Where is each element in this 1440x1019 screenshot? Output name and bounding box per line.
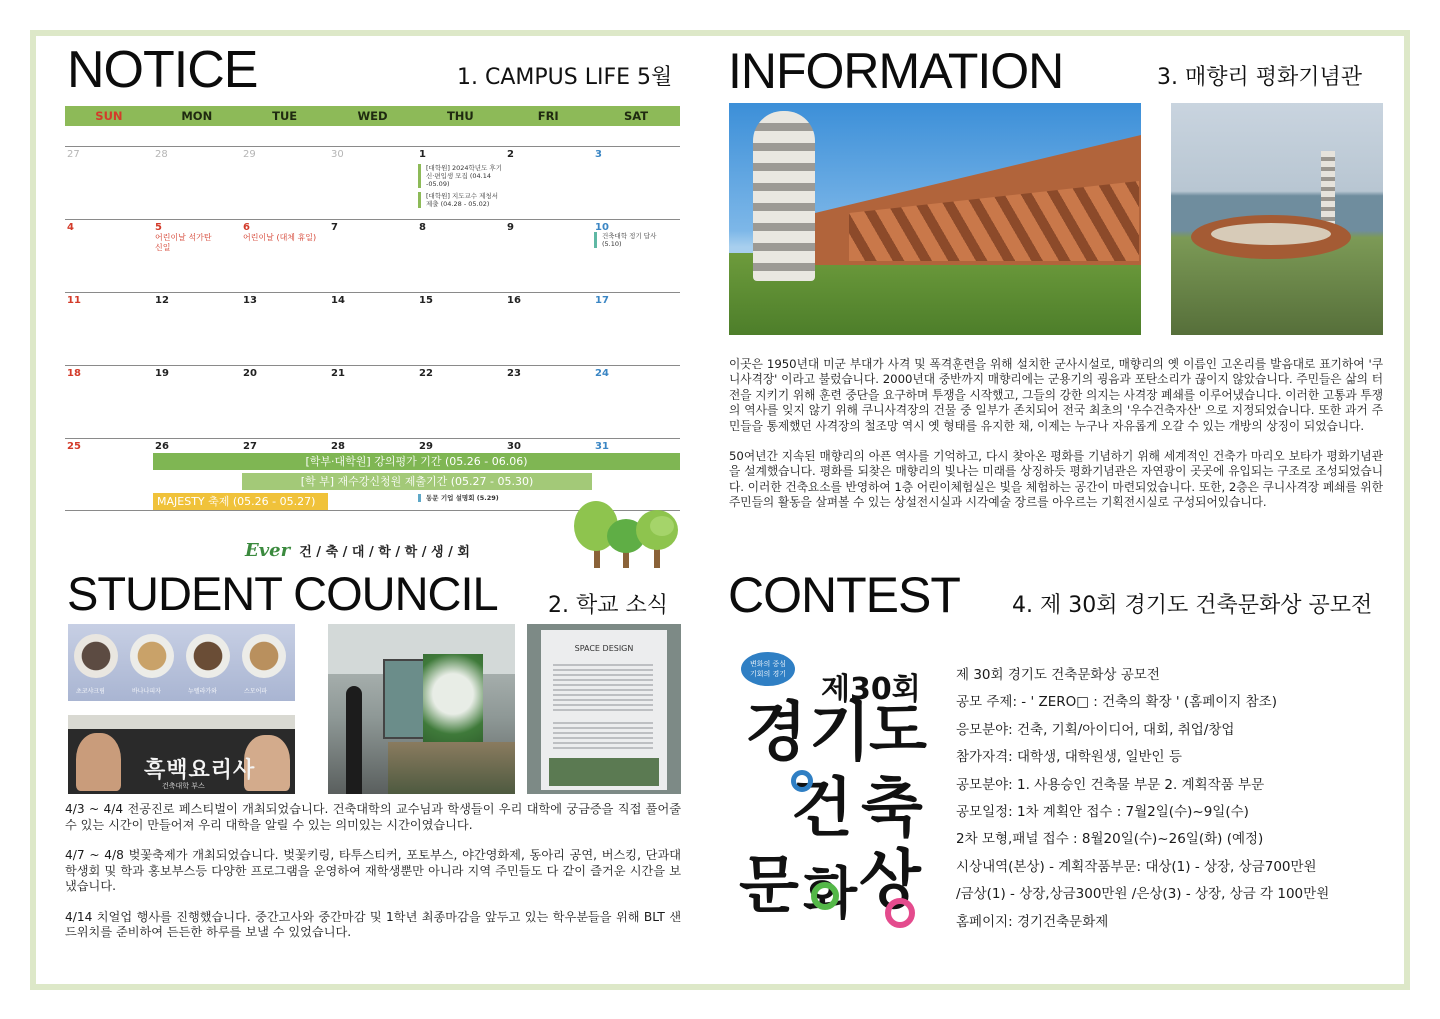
council-logo-script: Ever [245, 540, 291, 561]
contest-detail-line: 홈페이지: 경기건축문화제 [956, 913, 1109, 930]
trees-illustration [566, 500, 681, 572]
calendar-day: 14 [331, 295, 345, 306]
space-design-poster-photo [527, 624, 681, 794]
information-paragraph: 이곳은 1950년대 미군 부대가 사격 및 폭격훈련을 위해 설치한 군사시설로, 매향리의 옛 이름인 고온리를 발음대로 표기하여 '쿠니사격장' 이라고 불렀습니다. 2000년대 중반까지 매향리에는 군용기의 굉음과 포탄소리가 끊이지 않았습니다. 주민들은 삶의 터전을 지키기 위해 훈련 중단을 요구하며 투쟁을 시작했고, 그들의 강한 의지는 사격장 폐쇄를 이루어냈습니다. 이러한 고통과 투쟁의 역사를 잊지 않기 위해 쿠니사격장의 건물 중 일부가 존치되어 전국 최초의 '우수건축자산' 으로 지정되었습니다. 또한 과거 주민들을 통제했던 사격장의 철조망 역시 옛 형태를 유지한 채, 이제는 누구나 자유롭게 오갈 수 있는 개방의 상징이 되었습니다. [729, 357, 1383, 433]
calendar-weekday-header [65, 106, 680, 126]
poster-text-block [553, 664, 653, 714]
dessert-label: 바나나피자 [132, 688, 161, 695]
contest-detail-line: 공모일정: 1차 계획안 접수 : 7월2일(수)~9일(수) [956, 804, 1249, 821]
logo-char: 건 [791, 772, 853, 846]
calendar-day: 30 [507, 441, 521, 452]
dessert-plate [186, 634, 230, 678]
poster-group-photo [549, 758, 659, 786]
calendar-day: 10 [595, 222, 609, 233]
calendar-day: 17 [595, 295, 609, 306]
flower-arrangement [423, 654, 483, 754]
calendar-day: 15 [419, 295, 433, 306]
logo-char: 화 [803, 862, 858, 927]
contest-subtitle: 4. 제 30회 경기도 건축문화상 공모전 [1012, 593, 1373, 618]
calendar-day: 29 [419, 441, 433, 452]
may-calendar [65, 106, 680, 508]
dessert-plate [74, 634, 118, 678]
logo-char: 경 [745, 696, 807, 770]
information-subtitle: 3. 매향리 평화기념관 [1157, 65, 1362, 90]
calendar-day: 18 [67, 368, 81, 379]
dessert-plate [130, 634, 174, 678]
holiday-label: 어린이날 석가탄신일 [155, 233, 212, 252]
calendar-day: 11 [67, 295, 81, 306]
weekday-label: FRI [537, 109, 559, 123]
logo-char: 문 [739, 848, 799, 921]
banner-subtitle: 건축대학 부스 [162, 782, 205, 790]
calendar-day: 31 [595, 441, 609, 452]
poster-title: SPACE DESIGN [574, 644, 634, 653]
calendar-day: 4 [67, 222, 74, 233]
contest-detail-line: /금상(1) - 상장,상금300만원 /은상(3) - 상장, 상금 각 100만원 [956, 886, 1330, 903]
weekday-label: THU [446, 109, 474, 123]
calendar-week [65, 219, 680, 292]
council-logo-text: 건 / 축 / 대 / 학 / 학 / 생 / 회 [299, 545, 470, 560]
logo-badge [741, 652, 795, 686]
calendar-day: 20 [243, 368, 257, 379]
calendar-day: 2 [507, 149, 514, 160]
weekday-label: TUE [272, 109, 298, 123]
logo-badge-bottom: 기회의 경기 [749, 670, 787, 678]
poster [541, 630, 667, 790]
council-logo [245, 540, 470, 561]
council-paragraph: 4/7 ~ 4/8 벚꽃축제가 개최되었습니다. 벚꽃키링, 타투스티커, 포토부스, 야간영화제, 동아리 공연, 버스킹, 단과대 학생회 및 학과 홍보부스등 다양한 프로그램을 운영하여 재학생뿐만 아니라 지역 주민들도 다 같이 즐거운 시간을 보냈습니다. [65, 848, 681, 893]
dessert-label: 스모어파 [244, 688, 268, 695]
calendar-event-bar: [학부·대학원] 강의평가 기간 (05.26 - 06.06) [153, 453, 680, 470]
calendar-grid [65, 126, 680, 508]
calendar-day: 19 [155, 368, 169, 379]
calendar-day: 16 [507, 295, 521, 306]
calendar-day: 27 [243, 441, 257, 452]
contest-title: CONTEST [728, 567, 960, 623]
calendar-day: 22 [419, 368, 433, 379]
contest-detail-line: 참가자격: 대학생, 대학원생, 일반인 등 [956, 749, 1182, 766]
calendar-day: 3 [595, 149, 602, 160]
banner-title: 흑백요리사 [144, 758, 256, 783]
calendar-day: 6 [243, 222, 250, 233]
council-subtitle: 2. 학교 소식 [548, 593, 668, 618]
memorial-tower-photo [729, 103, 1141, 335]
calendar-event: [대학원] 지도교수 제청서 제출 (04.28 - 05.02) [418, 192, 503, 208]
calendar-day: 24 [595, 368, 609, 379]
calendar-event: 건축대학 정기 답사 (5.10) [594, 232, 674, 248]
calendar-day: 28 [331, 441, 345, 452]
dessert-label: 누텔라가와 [188, 688, 217, 695]
contest-details [956, 662, 1396, 936]
memorial-aerial-photo [1171, 103, 1383, 335]
calendar-event: 동문 기업 설명회 (5.29) [418, 494, 503, 502]
contest-detail-line: 시상내역(본상) - 계획작품부문: 대상(1) - 상장, 상금700만원 [956, 858, 1317, 875]
logo-char: 기 [809, 696, 871, 770]
calendar-day: 27 [67, 149, 80, 160]
banner-wall [68, 715, 295, 729]
courtyard [1211, 223, 1331, 245]
dessert-plate [242, 634, 286, 678]
dessert-label: 초코샤크림 [76, 688, 105, 695]
calendar-day: 28 [155, 149, 168, 160]
notice-subtitle: 1. CAMPUS LIFE 5월 [457, 65, 673, 90]
notice-title: NOTICE [67, 41, 258, 99]
logo-badge-top: 변화의 중심 [749, 660, 787, 668]
contest-detail-line: 2차 모형,패널 접수 : 8월20일(수)~26일(화) (예정) [956, 831, 1264, 848]
spiral-tower [753, 111, 815, 281]
contest-detail-line: 공모분야: 1. 사용승인 건축물 부문 2. 계획작품 부문 [956, 776, 1265, 793]
contest-logo [735, 650, 935, 935]
booth-banner-photo [68, 715, 295, 794]
calendar-week [65, 365, 680, 438]
contest-detail-line: 제 30회 경기도 건축문화상 공모전 [956, 667, 1160, 683]
council-title: STUDENT COUNCIL [67, 567, 498, 620]
booth-table [388, 742, 515, 794]
calendar-day: 7 [331, 222, 338, 233]
spiral-tower [1321, 151, 1335, 231]
contest-detail-line: 공모 주제: - ' ZERO□ : 건축의 확장 ' (홈페이지 참조) [956, 694, 1277, 711]
weekday-label: MON [181, 109, 213, 123]
calendar-day: 26 [155, 441, 169, 452]
calendar-day: 29 [243, 149, 256, 160]
calendar-day: 12 [155, 295, 169, 306]
dessert-photo [68, 624, 295, 701]
logo-dot-green [811, 882, 839, 910]
calendar-event-bar: [학 부] 재수강신청원 제출기간 (05.27 - 05.30) [242, 473, 592, 490]
calendar-week [65, 146, 680, 219]
calendar-day: 25 [67, 441, 81, 452]
calendar-day: 30 [331, 149, 344, 160]
calendar-day: 1 [419, 149, 426, 160]
tree-highlight [650, 516, 674, 536]
logo-dot-pink [885, 898, 915, 928]
calendar-day: 13 [243, 295, 257, 306]
council-news-text [65, 802, 681, 956]
information-text [729, 357, 1383, 526]
weekday-label: SUN [95, 109, 123, 123]
contest-detail-line: 응모분야: 건축, 기획/아이디어, 대회, 취업/창업 [956, 721, 1235, 738]
calendar-day: 23 [507, 368, 521, 379]
calendar-day: 9 [507, 222, 514, 233]
visitor-figure [346, 686, 362, 794]
logo-char: 상 [859, 844, 921, 918]
council-paragraph: 4/3 ~ 4/4 전공진로 페스티벌이 개최되었습니다. 건축대학의 교수님과 학생들이 우리 대학에 궁금증을 직접 풀어줄 수 있는 시간이 만들어져 우리 대학을 알릴 수 있는 의미있는 시간이였습니다. [65, 802, 681, 832]
calendar-week [65, 292, 680, 365]
calendar-day: 5 [155, 222, 162, 233]
hallway-booth-photo [328, 624, 515, 794]
calendar-day: 21 [331, 368, 345, 379]
logo-dot-blue [791, 770, 813, 792]
weekday-label: WED [357, 109, 388, 123]
logo-char: 도 [869, 696, 927, 766]
logo-char: 축 [861, 772, 923, 846]
holiday-label: 어린이날 (대체 휴일) [243, 233, 317, 242]
calendar-day: 8 [419, 222, 426, 233]
poster-text-block [553, 722, 653, 752]
council-paragraph: 4/14 치얼업 행사를 진행했습니다. 중간고사와 중간마감 및 1학년 최종마감을 앞두고 있는 학우분들을 위해 BLT 샌드위치를 준비하여 든든한 하루를 보낼 수 있었습니다. [65, 909, 681, 939]
calendar-event-bar: MAJESTY 축제 (05.26 - 05.27) [153, 493, 328, 510]
banner-person [76, 733, 121, 791]
information-title: INFORMATION [728, 43, 1064, 99]
weekday-label: SAT [624, 109, 649, 123]
information-paragraph: 50여년간 지속된 매향리의 아픈 역사를 기억하고, 다시 찾아온 평화를 기념하기 위해 세계적인 건축가 마리오 보타가 평화기념관을 설계했습니다. 평화를 되찾은 매향리의 빛나는 미래를 상징하듯 평화기념관은 자연광이 곳곳에 유입되는 구조로 조성되었습니다. 이러한 건축요소를 반영하여 1층 어린이체험실은 빛을 체험하는 공간이 마련되었습니다. 또한, 2층은 쿠니사격장 폐쇄를 위한 주민들의 활동을 살펴볼 수 있는 상설전시실과 시각예술 장르를 아우르는 기획전시실로 구성되어있습니다. [729, 449, 1383, 510]
calendar-event: [대학원] 2024학년도 후기 신·편입생 모집 (04.14 -05.09) [418, 164, 503, 188]
logo-edition: 제30회 [821, 672, 921, 707]
